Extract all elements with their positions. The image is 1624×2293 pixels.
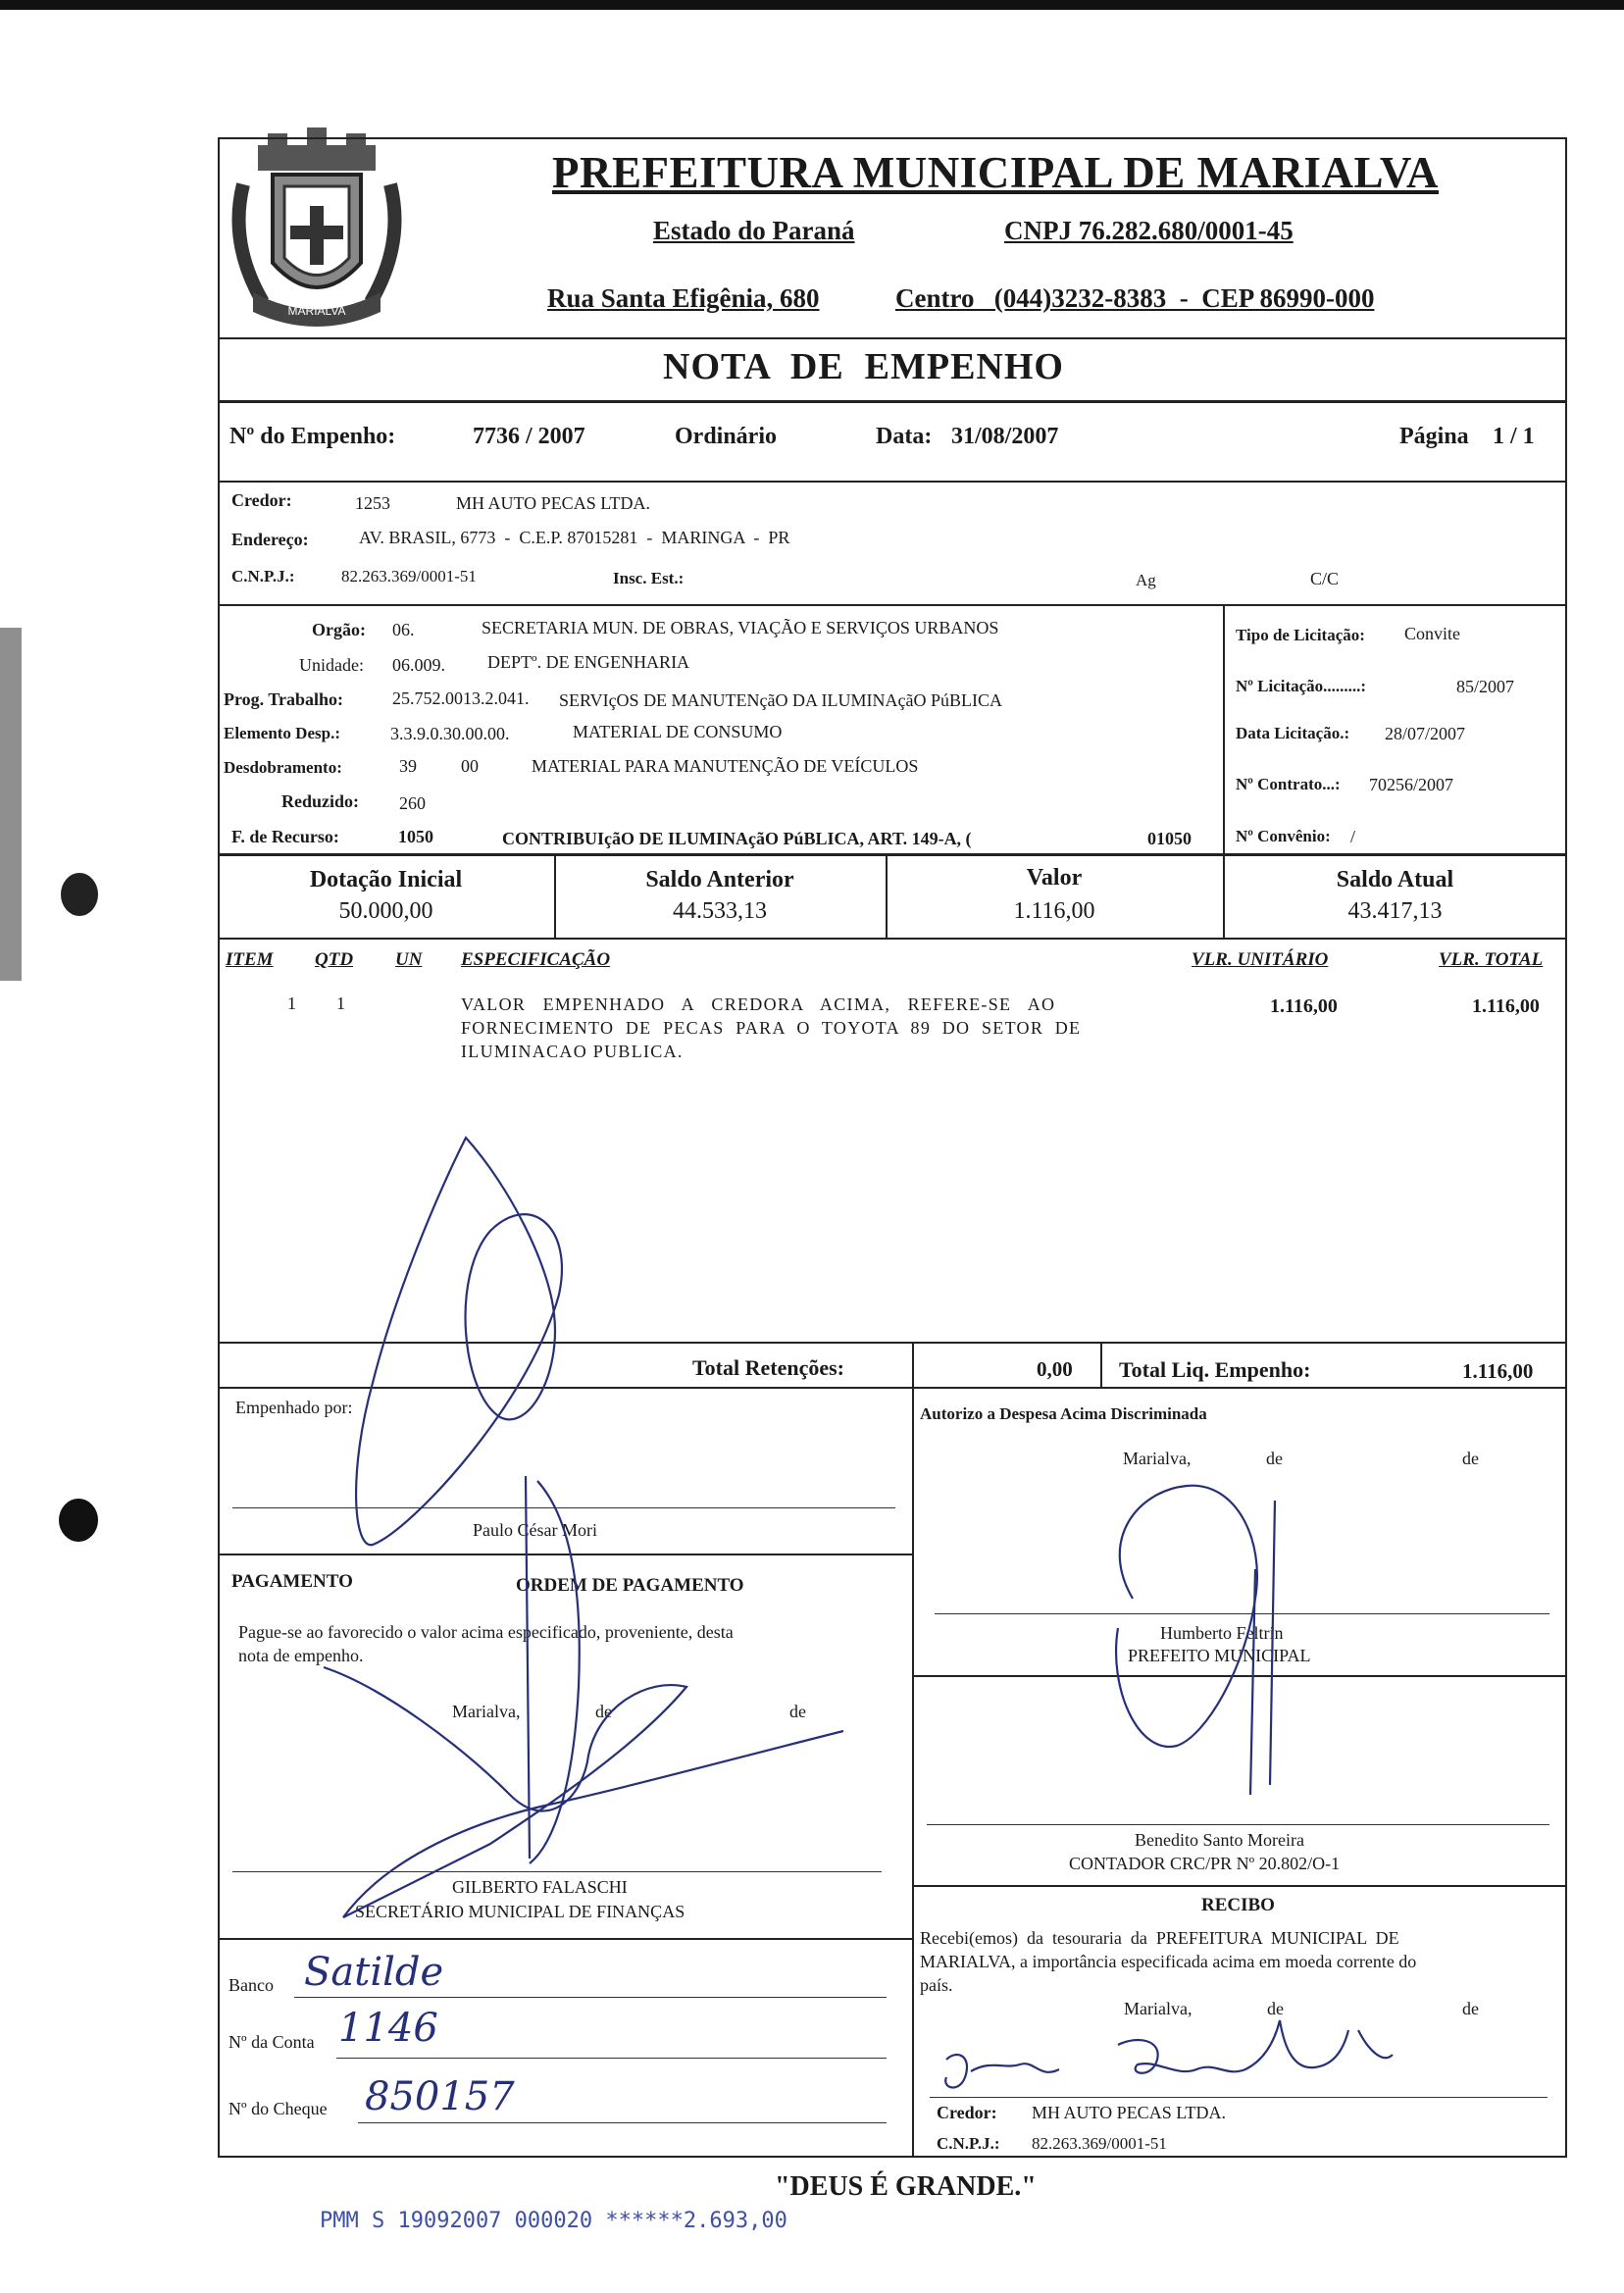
dotacao-label: Dotação Inicial [309,867,463,892]
pagamento-city: Marialva, [452,1702,521,1721]
col-especificacao: ESPECIFICAÇÃO [461,949,611,970]
recibo-de1: de [1267,1999,1284,2018]
divider [218,400,1567,403]
divider [1223,853,1225,938]
cc-label: C/C [1310,569,1340,588]
empenho-type: Ordinário [675,424,778,449]
recibo-label: RECIBO [1201,1895,1275,1915]
recurso-label: F. de Recurso: [231,827,339,846]
signature-line [232,1507,895,1508]
banco-handwritten: Satilde [304,1950,444,1995]
conta-label: Nº da Conta [228,2032,315,2052]
input-line [358,2122,887,2123]
elemento-name: MATERIAL DE CONSUMO [573,722,783,741]
input-line [336,2058,887,2059]
page-label: Página [1399,424,1469,449]
unidade-label: Unidade: [299,655,364,675]
unidade-name: DEPTº. DE ENGENHARIA [487,652,690,672]
recibo-credor-label: Credor: [937,2103,997,2122]
divider [912,1885,1567,1887]
divider [912,1675,1567,1677]
col-un: UN [395,949,423,970]
credor-address: AV. BRASIL, 6773 - C.E.P. 87015281 - MARINGA - PR [359,528,790,547]
svg-text:MARIALVA: MARIALVA [287,304,346,318]
cnpj-label: C.N.P.J.: [231,567,295,586]
prefeito-name: Humberto Feltrin [1160,1623,1284,1643]
credor-code: 1253 [355,493,390,513]
item-spec-line3: ILUMINACAO PUBLICA. [461,1042,684,1061]
total-liquido: 1.116,00 [1462,1359,1534,1383]
municipal-cnpj: CNPJ 76.282.680/0001-45 [1004,216,1294,245]
saldo-atual-label: Saldo Atual [1336,867,1454,892]
data-licitacao: 28/07/2007 [1385,724,1466,743]
cheque-label: Nº do Cheque [228,2099,328,2118]
punch-hole-bottom [59,1499,98,1542]
orgao-name: SECRETARIA MUN. DE OBRAS, VIAÇÃO E SERVIÇOS URBANOS [482,618,999,637]
divider [912,1342,914,1387]
prefeito-role: PREFEITO MUNICIPAL [1128,1646,1311,1665]
tipo-licitacao: Convite [1404,624,1460,643]
col-vlr-total: VLR. TOTAL [1439,949,1544,970]
num-licitacao: 85/2007 [1456,677,1515,696]
convenio-value: / [1350,827,1356,846]
data-licitacao-label: Data Licitação.: [1236,724,1350,742]
desdobramento-label: Desdobramento: [224,758,342,777]
recibo-city: Marialva, [1124,1999,1193,2018]
elemento-label: Elemento Desp.: [224,724,340,742]
secretario-name: GILBERTO FALASCHI [452,1877,628,1897]
recibo-cnpj: 82.263.369/0001-51 [1032,2134,1167,2153]
credor-name: MH AUTO PECAS LTDA. [456,493,651,513]
pagamento-text-line1: Pague-se ao favorecido o valor acima especificado, proveniente, desta [238,1622,734,1642]
col-vlr-unitario: VLR. UNITÁRIO [1192,949,1329,970]
saldo-anterior-label: Saldo Anterior [645,867,794,892]
pagamento-label: PAGAMENTO [231,1571,353,1592]
empenhado-name: Paulo César Mori [473,1520,597,1540]
desdobramento-code: 39 [399,756,417,776]
divider [912,1387,914,2158]
contador-name: Benedito Santo Moreira [1135,1830,1304,1850]
col-qtd: QTD [315,949,354,970]
unidade-code: 06.009. [392,655,445,675]
item-qty: 1 [336,994,345,1013]
municipal-contact: Centro (044)3232-8383 - CEP 86990-000 [895,283,1375,313]
elemento-code: 3.3.9.0.30.00.00. [390,724,510,743]
scan-top-border [0,0,1624,10]
punch-hole-top [61,873,98,916]
municipal-address: Rua Santa Efigênia, 680 [547,283,820,313]
recurso-code: 1050 [398,827,433,846]
divider [218,604,1567,606]
divider [218,1938,912,1940]
empenho-number: 7736 / 2007 [473,424,585,449]
contrato-label: Nº Contrato...: [1236,775,1341,793]
recibo-credor: MH AUTO PECAS LTDA. [1032,2103,1227,2122]
divider [218,938,1567,940]
orgao-label: Orgão: [312,620,366,639]
input-line [294,1997,887,1998]
desdobramento-name: MATERIAL PARA MANUTENÇÃO DE VEÍCULOS [532,756,919,776]
item-total-price: 1.116,00 [1472,995,1540,1017]
recibo-text-line2: MARIALVA, a importância especificada acima em moeda corrente do [920,1952,1417,1971]
total-retencoes: 0,00 [1037,1357,1073,1381]
divider [218,1554,912,1555]
ordem-pagamento-label: ORDEM DE PAGAMENTO [516,1575,744,1596]
divider [218,337,1567,339]
contrato-number: 70256/2007 [1369,775,1454,794]
saldo-atual-value: 43.417,13 [1347,898,1443,924]
page-title: PREFEITURA MUNICIPAL DE MARIALVA [552,148,1440,197]
signature-line [232,1871,882,1872]
valor-value: 1.116,00 [1013,898,1095,924]
orgao-code: 06. [392,620,415,639]
pagamento-text-line2: nota de empenho. [238,1646,364,1665]
valor-label: Valor [1026,865,1083,891]
item-spec-line1: VALOR EMPENHADO A CREDORA ACIMA, REFERE-SE AO [461,994,1056,1014]
autorizo-label: Autorizo a Despesa Acima Discriminada [920,1404,1207,1423]
state-label: Estado do Paraná [653,216,855,245]
banco-label: Banco [228,1975,274,1995]
divider [1100,1342,1102,1387]
recibo-de2: de [1462,1999,1479,2018]
reduzido-label: Reduzido: [281,791,360,811]
divider [554,853,556,938]
conta-handwritten: 1146 [338,2006,438,2051]
empenho-date-label: Data: [876,424,933,449]
address-label: Endereço: [231,530,309,549]
ag-label: Ag [1136,571,1156,589]
convenio-label: Nº Convênio: [1236,827,1331,845]
recurso-name: CONTRIBUIçãO DE ILUMINAçãO PúBLICA, ART. 149-A, ( [502,829,972,848]
page-number: 1 / 1 [1493,424,1535,449]
item-spec-line2: FORNECIMENTO DE PECAS PARA O TOYOTA 89 DO SETOR DE [461,1018,1082,1038]
pagamento-de1: de [595,1702,612,1721]
cheque-handwritten: 850157 [365,2074,515,2119]
pagamento-de2: de [789,1702,806,1721]
empenhado-label: Empenhado por: [235,1398,353,1417]
autorizo-de1: de [1266,1449,1283,1468]
scan-shadow [0,628,22,981]
col-item: ITEM [226,949,274,970]
prog-code: 25.752.0013.2.041. [392,688,530,708]
footer-stamp: PMM S 19092007 000020 ******2.693,00 [320,2209,787,2233]
empenho-date: 31/08/2007 [951,424,1059,449]
signature-line [927,1824,1549,1825]
signature-line [935,1613,1549,1614]
signature-line [930,2097,1548,2098]
total-liquido-label: Total Liq. Empenho: [1119,1357,1311,1382]
divider [218,1387,1567,1389]
divider [1223,604,1225,853]
recibo-text-line1: Recebi(emos) da tesouraria da PREFEITURA MUNICIPAL DE [920,1928,1399,1948]
item-unit-price: 1.116,00 [1270,995,1338,1017]
item-number: 1 [287,994,296,1013]
contador-role: CONTADOR CRC/PR Nº 20.802/O-1 [1069,1854,1341,1873]
reduzido-value: 260 [399,793,426,813]
divider [218,481,1567,483]
prog-label: Prog. Trabalho: [224,689,344,709]
autorizo-de2: de [1462,1449,1479,1468]
secretario-role: SECRETÁRIO MUNICIPAL DE FINANÇAS [355,1902,685,1921]
divider [218,853,1567,856]
autorizo-city: Marialva, [1123,1449,1192,1468]
footer-motto: "DEUS É GRANDE." [775,2171,1037,2202]
credor-label: Credor: [231,490,292,510]
saldo-anterior-value: 44.533,13 [673,898,767,924]
desdobramento-sub: 00 [461,756,479,776]
empenho-number-label: Nº do Empenho: [229,424,396,449]
recibo-text-line3: país. [920,1975,953,1995]
dotacao-value: 50.000,00 [338,898,433,924]
document-title: NOTA DE EMPENHO [663,346,1064,387]
credor-cnpj: 82.263.369/0001-51 [341,567,477,586]
tipo-licitacao-label: Tipo de Licitação: [1236,626,1365,644]
divider [218,1342,1567,1344]
prog-name: SERVIçOS DE MANUTENçãO DA ILUMINAçãO PúBLICA [559,690,1003,710]
num-licitacao-label: Nº Licitação.........: [1236,677,1367,695]
total-retencoes-label: Total Retenções: [692,1355,844,1380]
recibo-cnpj-label: C.N.P.J.: [937,2134,1000,2153]
recurso-number: 01050 [1147,829,1192,848]
insc-est-label: Insc. Est.: [613,569,685,587]
